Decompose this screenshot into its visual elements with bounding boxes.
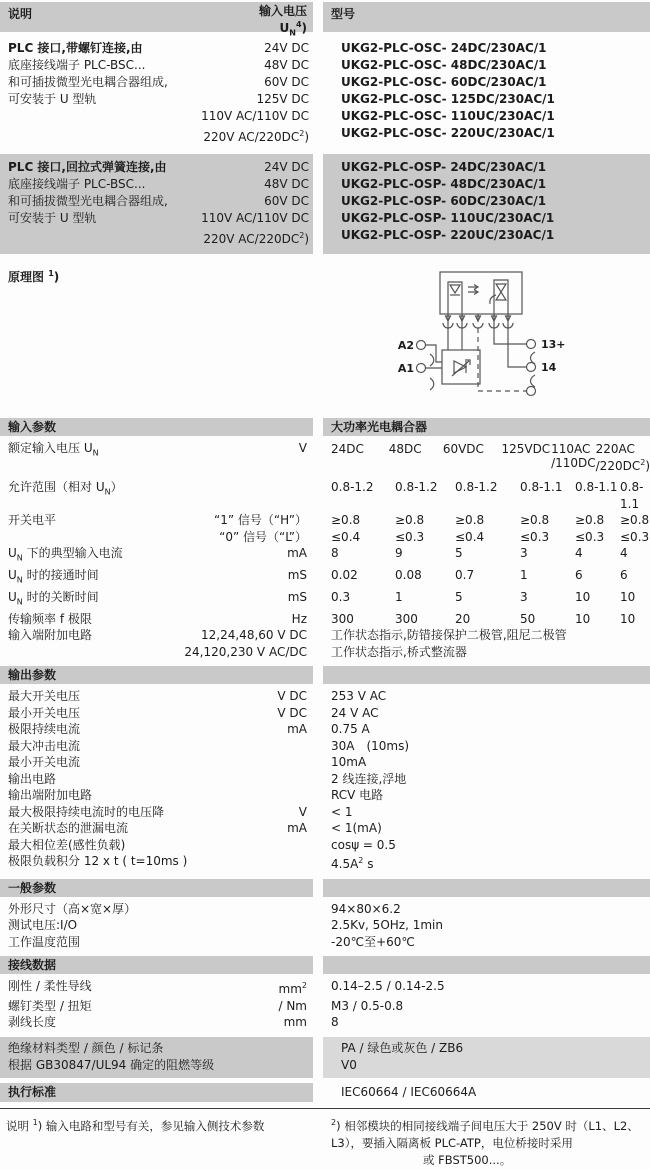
table-row: 允许范围（相对 $U_N$） 0.8-1.2 0.8-1.2 0.8-1.2 0.8-1.1 0.8-1.1 0.8-1.1 xyxy=(8,480,644,511)
table-row: 外形尺寸（高×宽×厚） 94×80×6.2 xyxy=(8,901,401,916)
table-row: $U_N$ 下的典型输入电流 mA 8 9 5 3 4 4 xyxy=(8,546,628,563)
voltage-column-headers: 24DC 48DC 60VDC 125VDC 110AC /110DC 220AC $/220DC^2$) xyxy=(331,442,650,473)
footnote-2: $^2$) 相邻模块的相同接线端子间电压大于 250V 时（L1、L2、 L3），要插入隔离板 PLC-ATP，电位桥接时采用 或 FBST500...。 xyxy=(331,1117,639,1167)
table-row: “0” 信号（“L”） ≤0.4 ≤0.3 ≤0.4 ≤0.3 ≤0.3 ≤0.3 xyxy=(219,529,650,544)
terminal-label-a2: A2 xyxy=(397,339,414,352)
table-row: 刚性 / 柔性导线 $mm^2$ 0.14–2.5 / 0.14-2.5 xyxy=(8,979,445,997)
model-number: UKG2-PLC-OSP- 110UC/230AC/1 xyxy=(341,211,555,225)
table-row: 最大开关电压 V DC 253 V AC xyxy=(8,689,387,704)
section-title: 接线数据 xyxy=(0,956,313,974)
table-row: 螺钉类型 / 扭矩 / Nm M3 / 0.5-0.8 xyxy=(8,998,404,1013)
model-list xyxy=(323,154,650,254)
section-right-title: 大功率光电耦合器 xyxy=(323,418,650,436)
model-number: UKG2-PLC-OSC- 24DC/230AC/1 xyxy=(341,41,547,55)
product-block-osp xyxy=(0,154,650,254)
model-number: UKG2-PLC-OSC- 110UC/230AC/1 xyxy=(341,109,555,123)
section-input xyxy=(0,418,650,436)
section-output xyxy=(0,666,650,684)
section-title: 输入参数 xyxy=(0,418,313,436)
terminal-label-14: 14 xyxy=(541,361,557,374)
section-wiring xyxy=(0,956,650,974)
table-row: 最大极限持续电流时的电压降 V < 1 xyxy=(8,804,353,819)
schematic-title: 原理图 $^1$) xyxy=(8,269,60,284)
model-list xyxy=(323,40,650,146)
section-general xyxy=(0,879,650,897)
schematic-section xyxy=(0,262,650,412)
table-row: $U_N$ 时的关断时间 mS 0.3 1 5 3 10 10 xyxy=(8,589,636,607)
terminal-label-a1: A1 xyxy=(397,362,414,375)
footnote-1: 说明 $^1$) 输入电路和型号有关，参见输入侧技术参数 xyxy=(6,1117,265,1133)
table-row: 剥线长度 mm 8 xyxy=(8,1015,339,1030)
standard-row xyxy=(0,1083,650,1102)
voltage-list: 24V DC 48V DC 60V DC 125V DC 110V AC/110V DC 220V $AC/220DC^2$) xyxy=(201,41,309,144)
footnotes xyxy=(0,1109,650,1169)
table-row: 输入端附加电路 12,24,48,60 V DC 工作状态指示,防错接保护二极管,阻尼二极管 xyxy=(8,628,567,643)
header-model-label: 型号 xyxy=(323,2,650,32)
model-number: UKG2-PLC-OSP- 220UC/230AC/1 xyxy=(341,228,555,242)
voltage-list: 24V DC 48V DC 60V DC 110V AC/110V DC 220V $AC/220DC^2$) xyxy=(201,160,309,246)
model-number: UKG2-PLC-OSP- 60DC/230AC/1 xyxy=(341,194,547,208)
table-row: 输出电路 2 线连接,浮地 xyxy=(8,771,407,786)
table-row: 开关电平 “1” 信号（“H”） ≥0.8 ≥0.8 ≥0.8 ≥0.8 ≥0.8 ≥0.8 xyxy=(8,513,650,527)
terminal-label-13: 13+ xyxy=(541,338,566,351)
product-description: PLC 接口,带螺钉连接,由 底座接线端子 PLC-BSC... 和可插拔微型光电耦合器组成, 可安装于 U 型轨 xyxy=(8,41,168,106)
table-row: 测试电压:I/O 2.5Kv, 5OHz, 1min xyxy=(8,918,443,933)
table-row: 最小开关电压 V DC 24 V AC xyxy=(8,705,379,720)
table-row: 最大相位差(感性负载) cosψ = 0.5 xyxy=(8,837,396,852)
standard-value: IEC60664 / IEC60664A xyxy=(341,1084,477,1099)
header-voltage-label: 输入电压 $U_N^4$) xyxy=(258,4,307,38)
table-row: 输出端附加电路 RCV 电路 xyxy=(8,788,384,803)
model-number: UKG2-PLC-OSP- 48DC/230AC/1 xyxy=(341,177,547,191)
header-desc-label: 说明 xyxy=(8,7,33,21)
input-rated-row: 额定输入电压 $U_N$ V 24DC 48DC 60VDC 125VDC 110AC /110DC 220AC $/220DC^2$) xyxy=(8,441,650,473)
table-row: 最小开关电流 10mA xyxy=(8,755,367,770)
product-block-osc xyxy=(0,40,650,146)
table-row: 极限持续电流 mA 0.75 A xyxy=(8,722,370,737)
table-row: 在关断状态的泄漏电流 mA < 1(mA) xyxy=(8,821,382,836)
section-title: 输出参数 xyxy=(0,666,313,684)
model-number: UKG2-PLC-OSC- 48DC/230AC/1 xyxy=(341,58,547,72)
model-number: UKG2-PLC-OSC- 220UC/230AC/1 xyxy=(341,126,555,140)
table-row: $U_N$ 时的接通时间 mS 0.02 0.08 0.7 1 6 6 xyxy=(8,567,628,585)
product-description: PLC 接口,回拉式弹簧连接,由 底座接线端子 PLC-BSC... 和可插拔微型光电耦合器组成, 可安装于 U 型轨 xyxy=(8,160,168,225)
table-row: 极限负载积分 12 x t ( t=10ms ) $4.5A^2$ s xyxy=(8,854,374,872)
section-title: 一般参数 xyxy=(0,879,313,897)
table-row: 最大冲击电流 30A (10ms) xyxy=(8,738,410,753)
table-row: 24,120,230 V AC/DC 工作状态指示,桥式整流器 xyxy=(184,644,467,659)
circuit-diagram xyxy=(360,264,620,409)
table-header xyxy=(0,2,650,38)
table-row: 工作温度范围 -20℃至+60℃ xyxy=(8,934,415,949)
header-left-bar xyxy=(0,2,313,38)
model-number: UKG2-PLC-OSC- 60DC/230AC/1 xyxy=(341,75,547,89)
model-number: UKG2-PLC-OSP- 24DC/230AC/1 xyxy=(341,160,547,174)
model-number: UKG2-PLC-OSC- 125DC/230AC/1 xyxy=(341,92,555,106)
standard-label: 执行标准 xyxy=(0,1083,313,1102)
insulation-band: 绝缘材料类型 / 颜色 / 标记条 根据 GB30847/UL94 确定的阻燃等级 PA / 绿色或灰色 / ZB6 V0 xyxy=(0,1037,650,1078)
table-row: 传输频率 f 极限 Hz 300 300 20 50 10 10 xyxy=(8,611,636,626)
